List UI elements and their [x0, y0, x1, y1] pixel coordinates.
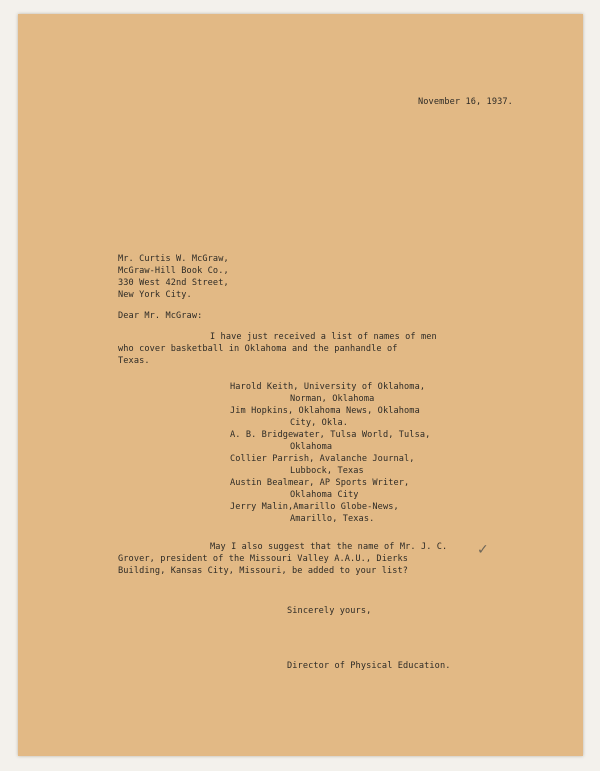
list-item: City, Okla. [290, 418, 349, 428]
list-item: Harold Keith, University of Oklahoma, [230, 382, 426, 392]
check-mark-icon: ✓ [477, 542, 489, 558]
recipient-name: Mr. Curtis W. McGraw, [118, 254, 229, 264]
closing: Sincerely yours, [287, 606, 372, 616]
salutation: Dear Mr. McGraw: [118, 311, 203, 321]
paragraph-line: who cover basketball in Oklahoma and the panhandle of [118, 344, 398, 354]
letter-page [18, 14, 583, 756]
paragraph-line: I have just received a list of names of men [210, 332, 437, 342]
paragraph-line: Texas. [118, 356, 150, 366]
list-item: Jerry Malin,Amarillo Globe-News, [230, 502, 399, 512]
list-item: Oklahoma [290, 442, 333, 452]
list-item: Jim Hopkins, Oklahoma News, Oklahoma [230, 406, 420, 416]
paragraph-line: May I also suggest that the name of Mr. J. C. [210, 542, 448, 552]
list-item: Oklahoma City [290, 490, 359, 500]
signature-title: Director of Physical Education. [287, 661, 451, 671]
recipient-street: 330 West 42nd Street, [118, 278, 229, 288]
list-item: Lubbock, Texas [290, 466, 364, 476]
list-item: A. B. Bridgewater, Tulsa World, Tulsa, [230, 430, 431, 440]
list-item: Amarillo, Texas. [290, 514, 375, 524]
letter-date: November 16, 1937. [418, 97, 513, 107]
recipient-company: McGraw-Hill Book Co., [118, 266, 229, 276]
paragraph-line: Building, Kansas City, Missouri, be added to your list? [118, 566, 409, 576]
list-item: Collier Parrish, Avalanche Journal, [230, 454, 415, 464]
recipient-city: New York City. [118, 290, 192, 300]
list-item: Austin Bealmear, AP Sports Writer, [230, 478, 410, 488]
list-item: Norman, Oklahoma [290, 394, 375, 404]
paragraph-line: Grover, president of the Missouri Valley A.A.U., Dierks [118, 554, 409, 564]
